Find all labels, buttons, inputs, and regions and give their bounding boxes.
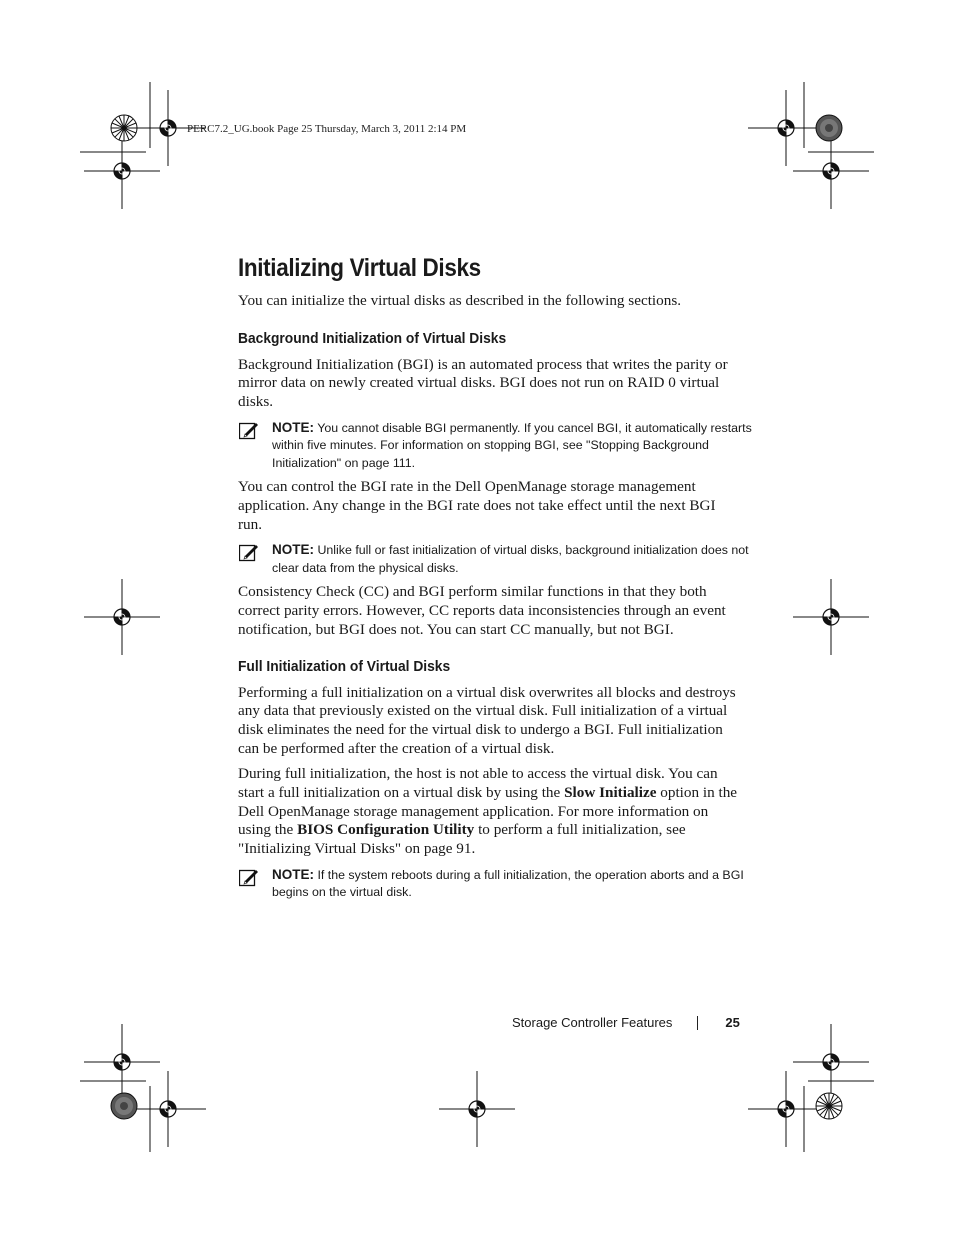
note-text: You cannot disable BGI permanently. If you cancel BGI, it automatically restarts within five minutes. For information on stopping BGI, see "Stopping Background Initialization" on page 111. [272, 420, 752, 470]
registration-crosshair-icon [130, 1071, 206, 1147]
note-text: If the system reboots during a full initialization, the operation aborts and a BGI begins on the virtual disk. [272, 867, 744, 900]
full-init-paragraph-1: Performing a full initialization on a virtual disk overwrites all blocks and destroys any data that previously existed on the virtual disk. Full initialization of a virtual disk eliminates the need for the virtual disk to undergo a BGI. Full initialization can be performed after the creation of a virtual disk. [238, 683, 736, 757]
print-header: PERC7.2_UG.book Page 25 Thursday, March 3, 2011 2:14 PM [187, 123, 467, 135]
note-label: NOTE: [272, 542, 314, 558]
registration-crosshair-icon [84, 1024, 160, 1100]
registration-crosshair-icon [84, 133, 160, 209]
note-bgi-cancel [238, 419, 752, 473]
pencil-note-icon [239, 868, 259, 887]
slow-initialize-term: Slow Initialize [564, 784, 657, 802]
registration-crosshair-icon [748, 1071, 824, 1147]
bios-utility-term: BIOS Configuration Utility [297, 821, 475, 839]
note-text: Unlike full or fast initialization of virtual disks, background initialization does not clear data from the physical disks. [272, 543, 749, 575]
section-heading-full-init: Full Initialization of Virtual Disks [238, 657, 451, 675]
note-bgi-data [238, 541, 752, 577]
note-reboot [238, 866, 752, 902]
page-title: Initializing Virtual Disks [238, 254, 481, 282]
pencil-note-icon [239, 543, 259, 562]
registration-crosshair-icon [793, 579, 869, 655]
bgi-paragraph-2: You can control the BGI rate in the Dell OpenManage storage management application. Any change in the BGI rate does not take effect until the next BGI run. [238, 478, 716, 533]
full-init-paragraph-2: During full initialization, the host is not able to access the virtual disk. You can start a full initialization on a virtual disk by using the Slow Initialize option in the Dell OpenManage storage management application. For more information on using the BIOS Configuration Utility to perform a full initialization, see "Initializing Virtual Disks" on page 91. [238, 765, 738, 858]
page-number: 25 [725, 1015, 740, 1030]
intro-paragraph: You can initialize the virtual disks as described in the following sections. [238, 292, 682, 309]
color-wheel-icon [111, 115, 137, 141]
footer-section-title: Storage Controller Features [512, 1015, 673, 1030]
section-heading-bgi: Background Initialization of Virtual Disks [238, 329, 507, 347]
page-content [238, 254, 752, 908]
pencil-note-icon [239, 421, 259, 440]
color-wheel-icon [111, 1093, 137, 1119]
bgi-paragraph-1: Background Initialization (BGI) is an automated process that writes the parity or mirror data on newly created virtual disks. BGI does not run on RAID 0 virtual disks. [238, 355, 728, 411]
registration-crosshair-icon [748, 90, 824, 166]
registration-crosshair-icon [439, 1071, 515, 1147]
bgi-paragraph-3: Consistency Check (CC) and BGI perform similar functions in that they both correct parity errors. However, CC reports data inconsistencies through an event notification, but BGI does not. You can start CC manually, but not BGI. [238, 583, 726, 638]
note-label: NOTE: [272, 419, 314, 435]
color-wheel-icon [816, 115, 842, 141]
footer-divider [697, 1016, 698, 1030]
color-wheel-icon [816, 1093, 842, 1119]
note-label: NOTE: [272, 866, 314, 882]
page-footer [512, 1015, 740, 1030]
registration-crosshair-icon [84, 579, 160, 655]
